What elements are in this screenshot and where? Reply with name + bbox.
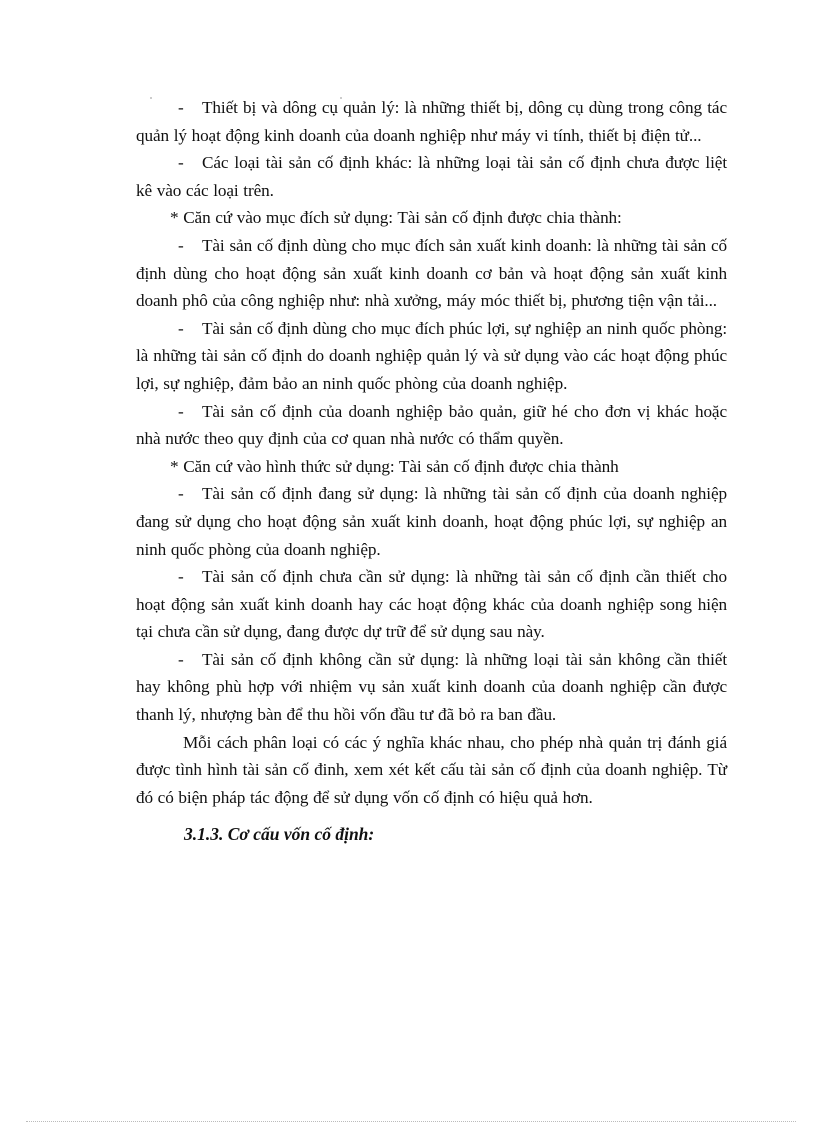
document-page xyxy=(136,94,727,849)
bullet-dash: - xyxy=(178,98,184,117)
paragraph-assets-in-use xyxy=(136,480,727,563)
paragraph-text: Các loại tài sản cố định khác: là những loại tài sản cố định chưa được liệt kê vào các loại trên. xyxy=(136,153,727,200)
paragraph-custodial-assets xyxy=(136,398,727,453)
paragraph-assets-not-yet-used xyxy=(136,563,727,646)
bullet-dash: - xyxy=(178,153,184,173)
paragraph-text: Tài sản cố định không cần sử dụng: là những loại tài sản không cần thiết hay không phù hợp với nhiệm vụ sản xuất kinh doanh của doanh nghiệp cần được thanh lý, nhượng bàn để thu hồi vốn đầu tư đã bỏ ra ban đầu. xyxy=(136,649,727,725)
paragraph-text: Tài sản cố định của doanh nghiệp bảo quản, giữ hé cho đơn vị khác hoặc nhà nước theo quy định của cơ quan nhà nước có thẩm quyền. xyxy=(136,401,727,449)
paragraph-text: Tài sản cố định đang sử dụng: là những tài sản cố định của doanh nghiệp đang sử dụng cho hoạt động sản xuất kinh doanh, hoạt động phúc lợi, sự nghiệp an ninh quốc phòng của doanh nghiệp. xyxy=(136,484,727,559)
paragraph-welfare-defense-assets xyxy=(136,315,727,398)
bullet-dash: - xyxy=(178,649,184,669)
section-heading: 3.1.3. Cơ cấu vốn cố định: xyxy=(184,824,375,845)
paragraph-text: Thiết bị và dông cụ quản lý: là những thiết bị, dông cụ dùng trong công tác quản lý hoạt động kinh doanh của doanh nghiệp như máy vi tính, thiết bị điện tử... xyxy=(136,98,727,145)
paragraph-text: Tài sản cố định dùng cho mục đích sản xuất kinh doanh: là những tài sản cố định dùng cho hoạt động sản xuất kinh doanh cơ bản và hoạt động sản xuất kinh doanh phô của công nghiệp như: nhà xưởng, máy móc thiết bị, phương tiện vận tải... xyxy=(136,235,727,311)
bullet-dash: - xyxy=(178,484,184,504)
paragraph-management-equipment xyxy=(136,94,727,149)
paragraph-text: Tài sản cố định chưa cần sử dụng: là những tài sản cố định cần thiết cho hoạt động sản xuất kinh doanh hay các hoạt động khác của doanh nghiệp song hiện tại chưa cần sử dụng, đang được dự trữ để sử dụng sau này. xyxy=(136,567,727,642)
paragraph-classification-summary: Mỗi cách phân loại có các ý nghĩa khác nhau, cho phép nhà quản trị đánh giá được tình hình tài sản cố đinh, xem xét kết cấu tài sản cố định của doanh nghiệp. Từ đó có biện pháp tác động để sử dụng vốn cố định có hiệu quả hơn. xyxy=(136,732,727,807)
paragraph-text: Tài sản cố định dùng cho mục đích phúc lợi, sự nghiệp an ninh quốc phòng: là những tài sản cố định do doanh nghiệp quản lý và sử dụng vào các hoạt động phúc lợi, sự nghiệp, đảm bảo an ninh quốc phòng của doanh nghiệp. xyxy=(136,318,727,393)
bullet-dash: - xyxy=(178,401,184,421)
bullet-dash: - xyxy=(178,567,184,587)
bullet-dash: - xyxy=(178,318,184,338)
paragraph-by-purpose-heading: * Căn cứ vào mục đích sử dụng: Tài sản cố định được chia thành: xyxy=(170,208,622,228)
paragraph-production-assets xyxy=(136,232,727,315)
paragraph-by-usage-heading: * Căn cứ vào hình thức sử dụng: Tài sản cố định được chia thành xyxy=(170,456,619,476)
page-bottom-dotted-border xyxy=(26,1121,796,1122)
bullet-dash: - xyxy=(178,235,184,255)
paragraph-assets-not-needed xyxy=(136,646,727,729)
paragraph-other-fixed-assets xyxy=(136,149,727,204)
